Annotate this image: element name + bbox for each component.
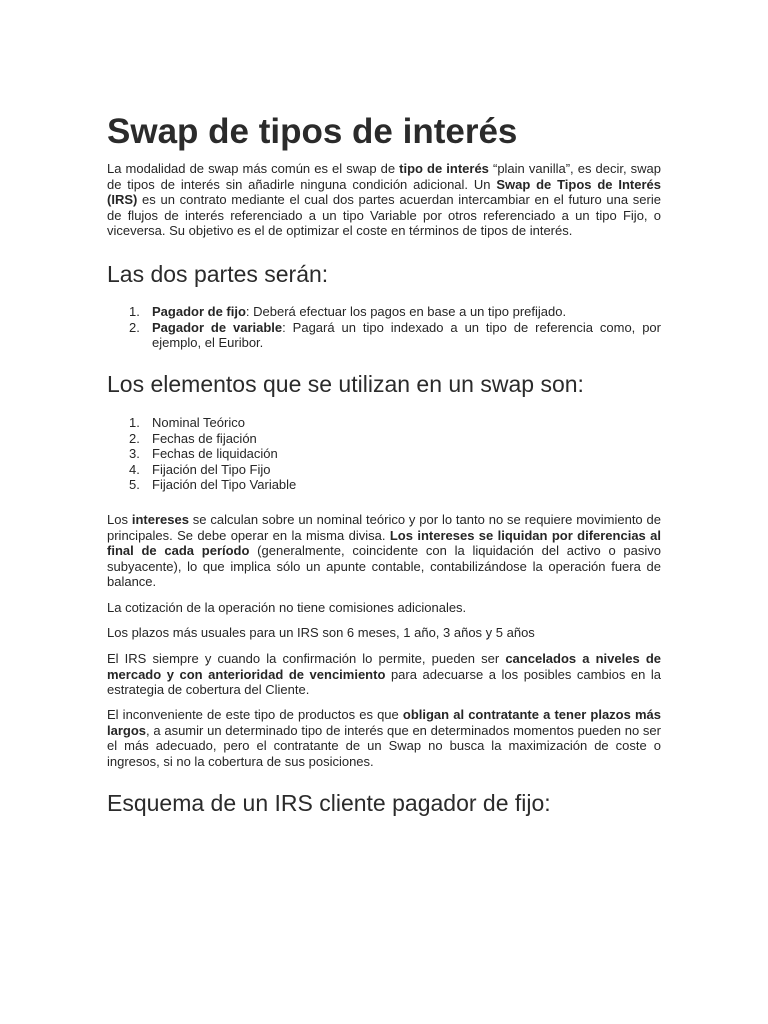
list-item-number: 1. bbox=[129, 415, 140, 430]
list-item-number: 2. bbox=[129, 319, 140, 335]
list-item bbox=[107, 431, 661, 447]
intro-text-2: “plain vanilla”, es decir, swap de tipos de interés sin añadirle ninguna condición adicional. Un bbox=[107, 161, 661, 192]
list-item-number: 4. bbox=[129, 461, 140, 477]
intereses-text-3: (generalmente, coincidente con la liquidación del activo o pasivo subyacente), lo que implica sólo un apunte contable, contabilizándose la operación fuera de balance. bbox=[107, 543, 661, 589]
cancelados-paragraph bbox=[107, 651, 661, 698]
intereses-bold-1: intereses bbox=[131, 512, 189, 527]
partes-list bbox=[107, 304, 661, 351]
intereses-text-1: Los bbox=[107, 512, 132, 527]
intro-bold-2: Swap de Tipos de Interés (IRS) bbox=[107, 176, 661, 207]
plazos-paragraph: Los plazos más usuales para un IRS son 6 meses, 1 año, 3 años y 5 años bbox=[107, 625, 535, 640]
list-item bbox=[107, 462, 661, 478]
inconveniente-bold-1: obligan al contratante a tener plazos más largos bbox=[107, 707, 661, 738]
intro-text-1: La modalidad de swap más común es el swap de bbox=[107, 161, 400, 176]
elementos-list bbox=[107, 415, 661, 493]
intro-paragraph bbox=[107, 161, 661, 239]
list-item-text: : Pagará un tipo indexado a un tipo de referencia como, por ejemplo, el Euribor. bbox=[152, 319, 661, 350]
inconveniente-text-1: El inconveniente de este tipo de productos es que bbox=[107, 707, 403, 722]
inconveniente-text-2: , a asumir un determinado tipo de interés que en determinados momentos pueden no ser el más adecuado, pero el contratante de un Swap no busca la maximización de coste o ingresos, si no la cobertura de sus posiciones. bbox=[107, 722, 661, 769]
page-title: Swap de tipos de interés bbox=[107, 112, 518, 151]
list-item-number: 3. bbox=[129, 446, 140, 461]
intereses-text-2: se calculan sobre un nominal teórico y por lo tanto no se requiere movimiento de principales. Se debe operar en la misma divisa. bbox=[107, 512, 661, 543]
list-item bbox=[107, 320, 661, 351]
list-item-bold: Pagador de fijo bbox=[152, 304, 246, 319]
list-item-number: 1. bbox=[129, 304, 140, 319]
inconveniente-paragraph bbox=[107, 707, 661, 769]
cancelados-bold-1: cancelados a niveles de mercado y con anterioridad de vencimiento bbox=[107, 651, 662, 682]
cancelados-text-2: para adecuarse a los posibles cambios en la estrategia de cobertura del Cliente. bbox=[107, 666, 662, 697]
cancelados-text-1: El IRS siempre y cuando la confirmación lo permite, pueden ser bbox=[107, 651, 506, 666]
intro-bold-1: tipo de interés bbox=[399, 161, 489, 176]
list-item bbox=[107, 304, 661, 320]
list-item-text: Nominal Teórico bbox=[152, 415, 245, 430]
list-item bbox=[107, 477, 661, 493]
intereses-paragraph bbox=[107, 512, 661, 590]
list-item-text: Fechas de liquidación bbox=[152, 446, 278, 461]
partes-heading: Las dos partes serán: bbox=[107, 261, 329, 287]
list-item-text: : Deberá efectuar los pagos en base a un tipo prefijado. bbox=[245, 304, 567, 319]
elementos-heading: Los elementos que se utilizan en un swap son: bbox=[107, 371, 584, 397]
list-item bbox=[107, 446, 661, 462]
list-item-text: Fijación del Tipo Fijo bbox=[152, 461, 271, 477]
intereses-bold-2: Los intereses se liquidan por diferencias al final de cada período bbox=[107, 527, 661, 558]
list-item-number: 2. bbox=[129, 430, 140, 446]
list-item-number: 5. bbox=[129, 477, 140, 492]
list-item-text: Fechas de fijación bbox=[152, 430, 257, 446]
esquema-heading: Esquema de un IRS cliente pagador de fijo: bbox=[107, 790, 551, 816]
list-item bbox=[107, 415, 661, 431]
list-item-text: Fijación del Tipo Variable bbox=[152, 477, 297, 492]
intro-text-3: es un contrato mediante el cual dos partes acuerdan intercambiar en el futuro una serie de flujos de interés referenciado a un tipo Variable por otros referenciado a un tipo Fijo, o viceversa. Su objetivo es el de optimizar el coste en términos de tipos de interés. bbox=[107, 192, 661, 238]
cotizacion-paragraph: La cotización de la operación no tiene comisiones adicionales. bbox=[107, 600, 467, 615]
list-item-bold: Pagador de variable bbox=[152, 319, 283, 335]
